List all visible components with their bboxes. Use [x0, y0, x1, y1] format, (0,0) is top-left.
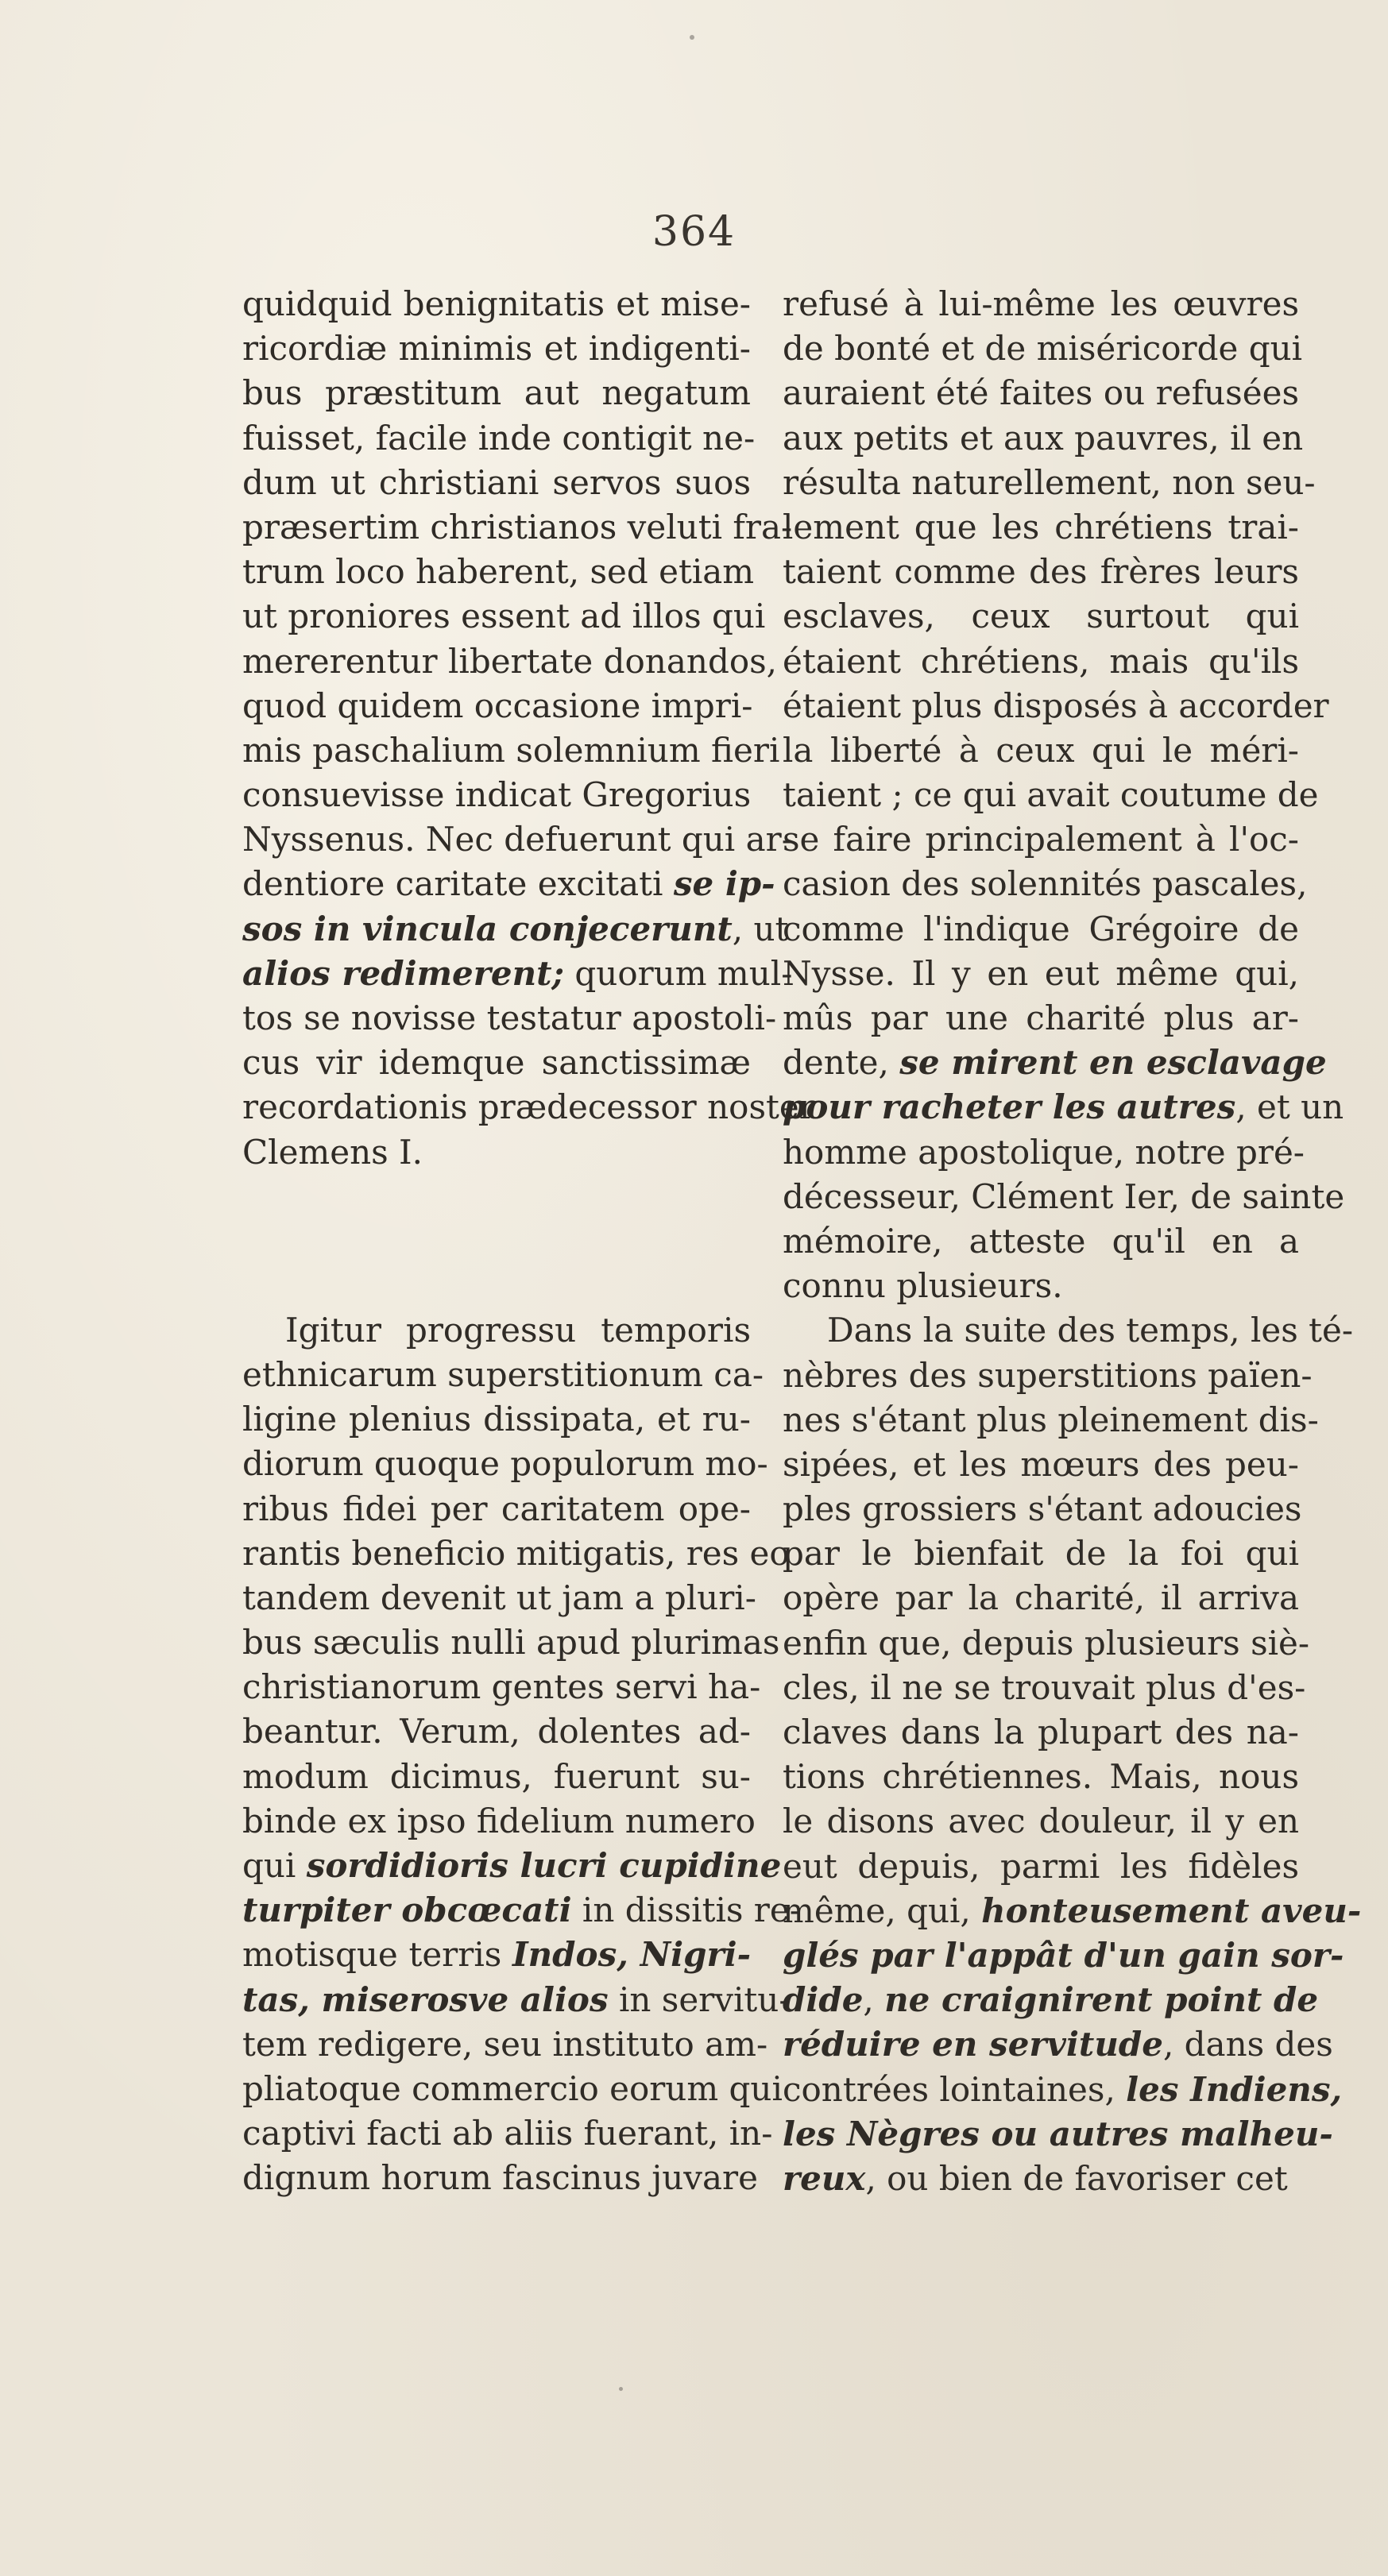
text-line: [242, 2022, 768, 2067]
text-line: [783, 1576, 1299, 1620]
line-segment: binde ex ipso fidelium numero: [242, 1801, 756, 1840]
emphasis-text: alios redimerent;: [242, 953, 565, 993]
text-line: [783, 326, 1303, 371]
line-segment: enfin que, depuis plusieurs siè-: [783, 1623, 1310, 1663]
line-segment: refusé à lui-même les œuvres: [783, 284, 1299, 323]
line-segment: in dissitis re-: [571, 1890, 801, 1930]
line-segment: ricordiæ minimis et indigenti-: [242, 329, 751, 369]
text-line: [783, 1755, 1299, 1799]
text-line: [783, 2157, 1299, 2201]
text-line: [783, 2022, 1333, 2067]
text-line: [783, 461, 1316, 505]
line-segment: recordationis prædecessor noster: [242, 1087, 815, 1127]
text-line: [783, 817, 1299, 862]
emphasis-text: reux: [783, 2158, 866, 2198]
text-line: [242, 684, 751, 728]
text-line: [783, 1398, 1319, 1442]
line-segment: christianorum gentes servi ha-: [242, 1667, 761, 1707]
line-segment: , ou bien de favoriser cet: [865, 2158, 1288, 2198]
line-segment: motisque terris: [242, 1935, 512, 1975]
french-column: [783, 282, 1362, 2201]
text-line: [242, 2156, 758, 2200]
text-line: [783, 639, 1299, 684]
emphasis-text: dide: [783, 1980, 864, 2020]
text-line: [242, 1397, 751, 1442]
line-segment: étaient plus disposés à accorder: [783, 686, 1329, 725]
line-segment: , et un: [1235, 1087, 1344, 1127]
line-segment: mererentur libertate donandos,: [242, 641, 778, 681]
text-line: [242, 416, 756, 461]
emphasis-text: les Nègres ou autres malheu-: [783, 2114, 1333, 2153]
text-line: [242, 1487, 751, 1531]
line-segment: , dans des: [1162, 2025, 1333, 2064]
text-line: [242, 461, 751, 505]
line-segment: qui: [242, 1846, 307, 1885]
text-line: [242, 773, 751, 817]
line-segment: même, qui,: [783, 1890, 982, 1930]
line-segment: tandem devenit ut jam a pluri-: [242, 1578, 756, 1617]
emphasis-text: se mirent en esclavage: [899, 1043, 1327, 1083]
text-line: [242, 1665, 761, 1709]
line-segment: ligine plenius dissipata, et ru-: [242, 1400, 751, 1439]
text-line: [783, 996, 1299, 1041]
text-line: [242, 996, 777, 1041]
line-segment: taient comme des frères leurs: [783, 552, 1299, 592]
line-segment: modum dicimus, fuerunt su-: [242, 1756, 751, 1796]
line-segment: esclaves, ceux surtout qui: [783, 597, 1299, 636]
line-segment: beantur. Verum, dolentes ad-: [242, 1712, 751, 1751]
text-line: [242, 1041, 751, 1085]
emphasis-text: réduire en servitude: [783, 2025, 1163, 2064]
text-line: [783, 862, 1308, 906]
line-segment: rantis beneficio mitigatis, res eo: [242, 1533, 790, 1573]
line-segment: claves dans la plupart des na-: [783, 1713, 1299, 1751]
emphasis-text: pour racheter les autres: [783, 1087, 1236, 1127]
text-line: [783, 1710, 1299, 1755]
line-segment: ,: [863, 1980, 885, 2020]
line-segment: Igitur progressu temporis: [285, 1310, 751, 1350]
line-segment: bus præstitum aut negatum: [242, 373, 751, 413]
text-line: [783, 282, 1299, 326]
line-segment: sipées, et les mœurs des peu-: [783, 1444, 1299, 1484]
line-segment: par le bienfait de la foi qui: [783, 1534, 1299, 1574]
text-line: [242, 1442, 768, 1486]
line-segment: aux petits et aux pauvres, il en: [783, 418, 1304, 458]
emphasis-text: les Indiens,: [1126, 2069, 1343, 2109]
emphasis-text: sos in vincula conjecerunt: [242, 909, 733, 948]
text-line: [242, 862, 775, 906]
text-line: [783, 728, 1299, 773]
emphasis-text: glés par l'appât d'un gain sor-: [783, 1935, 1344, 1975]
line-segment: in servitu-: [608, 1979, 791, 2019]
line-segment: nes s'étant plus pleinement dis-: [783, 1400, 1319, 1439]
text-line: [783, 773, 1319, 817]
text-line: [242, 1085, 815, 1130]
line-segment: de bonté et de miséricorde qui: [783, 329, 1303, 369]
text-line: [783, 1621, 1310, 1666]
line-segment: ribus fidei per caritatem ope-: [242, 1489, 751, 1528]
line-segment: captivi facti ab aliis fuerant, in-: [242, 2114, 773, 2153]
text-line: [783, 1889, 1362, 1933]
line-segment: tions chrétiennes. Mais, nous: [783, 1757, 1299, 1797]
text-line: [783, 1487, 1302, 1531]
line-segment: tos se novisse testatur apostoli-: [242, 998, 777, 1037]
line-segment: Nyssenus. Nec defuerunt qui ar-: [242, 820, 793, 859]
line-segment: le disons avec douleur, il y en: [783, 1802, 1299, 1841]
text-line: [783, 1666, 1306, 1710]
text-line: [242, 1620, 780, 1665]
text-line: [783, 1175, 1345, 1219]
text-line: [242, 550, 755, 594]
text-line: [242, 1576, 756, 1620]
text-line: [242, 817, 793, 862]
line-segment: tem redigere, seu instituto am-: [242, 2024, 768, 2064]
line-segment: nèbres des superstitions païen-: [783, 1355, 1313, 1395]
line-segment: taient ; ce qui avait coutume de: [783, 775, 1319, 815]
line-segment: mémoire, atteste qu'il en a: [783, 1221, 1299, 1261]
latin-column: [242, 282, 815, 2201]
text-line: [783, 1041, 1327, 1085]
text-line: [783, 1799, 1299, 1844]
line-segment: casion des solennités pascales,: [783, 864, 1308, 904]
text-line: [783, 2112, 1333, 2157]
line-segment: auraient été faites ou refusées: [783, 373, 1299, 413]
latin-paragraph-1: [242, 282, 815, 1175]
text-line: [242, 505, 793, 550]
text-line: [242, 639, 778, 684]
text-line: [783, 1085, 1344, 1130]
emphasis-text: tas, miserosve alios: [242, 1979, 609, 2019]
text-line: [783, 1442, 1299, 1487]
text-line: [242, 1844, 782, 1888]
text-line: [242, 1888, 801, 1933]
line-segment: pliatoque commercio eorum qui: [242, 2068, 783, 2108]
emphasis-text: honteusement aveu-: [981, 1890, 1362, 1930]
line-segment: contrées lointaines,: [783, 2069, 1127, 2109]
line-segment: quidquid benignitatis et mise-: [242, 284, 751, 323]
line-segment: la liberté à ceux qui le méri-: [783, 730, 1299, 770]
line-segment: opère par la charité, il arriva: [783, 1578, 1299, 1618]
line-segment: Dans la suite des temps, les té-: [827, 1311, 1354, 1350]
text-line: [783, 952, 1299, 996]
line-segment: cus vir idemque sanctissimæ: [242, 1043, 751, 1083]
line-segment: homme apostolique, notre pré-: [783, 1132, 1305, 1172]
text-line: [242, 326, 751, 371]
line-segment: comme l'indique Grégoire de: [783, 909, 1299, 948]
line-segment: mûs par une charité plus ar-: [783, 998, 1299, 1037]
emphasis-text: se ip-: [673, 864, 775, 904]
text-line: [242, 2067, 783, 2111]
text-line: [242, 371, 751, 415]
text-line: [783, 1264, 1299, 1308]
line-segment: Clemens I.: [242, 1132, 423, 1172]
text-line: [783, 1978, 1319, 2022]
line-segment: dentiore caritate excitati: [242, 864, 674, 904]
emphasis-text: ne craignirent point de: [884, 1980, 1319, 2020]
page-number: 364: [651, 208, 737, 256]
line-segment: dente,: [783, 1043, 900, 1083]
line-segment: ut proniores essent ad illos qui: [242, 597, 766, 636]
line-segment: bus sæculis nulli apud plurimas: [242, 1623, 780, 1663]
line-segment: lement que les chrétiens trai-: [783, 507, 1299, 546]
text-line: [783, 2068, 1343, 2112]
line-segment: ethnicarum superstitionum ca-: [242, 1354, 764, 1394]
text-line: [242, 1799, 756, 1844]
line-segment: quod quidem occasione impri-: [242, 686, 753, 725]
line-segment: dignum horum fascinus juvare: [242, 2158, 758, 2198]
text-line: [242, 282, 751, 326]
line-segment: diorum quoque populorum mo-: [242, 1444, 768, 1484]
line-segment: se faire principalement à l'oc-: [783, 820, 1299, 859]
text-line: [783, 1531, 1299, 1576]
line-segment: mis paschalium solemnium fieri: [242, 730, 780, 770]
text-line: [242, 1755, 751, 1799]
line-segment: cles, il ne se trouvait plus d'es-: [783, 1667, 1306, 1707]
line-segment: résulta naturellement, non seu-: [783, 462, 1316, 502]
text-line: [783, 1308, 1354, 1353]
line-segment: quorum mul-: [564, 953, 793, 993]
text-line: [242, 907, 789, 952]
line-segment: connu plusieurs.: [783, 1266, 1063, 1306]
text-line: [783, 371, 1299, 415]
text-line: [783, 684, 1329, 728]
latin-paragraph-2: [242, 1308, 801, 2201]
emphasis-text: sordidioris lucri cupidine: [306, 1846, 782, 1885]
french-paragraph-1: [783, 282, 1345, 1308]
french-paragraph-2: [783, 1308, 1362, 2201]
line-segment: ples grossiers s'étant adoucies: [783, 1489, 1302, 1529]
text-line: [783, 416, 1304, 461]
text-line: [242, 952, 793, 996]
line-segment: dum ut christiani servos suos: [242, 462, 751, 502]
paper-speck: [619, 2387, 623, 2391]
line-segment: étaient chrétiens, mais qu'ils: [783, 641, 1299, 681]
text-line: [242, 728, 780, 773]
line-segment: præsertim christianos veluti fra-: [242, 507, 793, 546]
line-segment: Nysse. Il y en eut même qui,: [783, 953, 1299, 993]
emphasis-text: Indos, Nigri-: [512, 1935, 752, 1975]
text-line: [783, 1933, 1344, 1978]
line-segment: trum loco haberent, sed etiam: [242, 552, 755, 592]
line-segment: consuevisse indicat Gregorius: [242, 775, 752, 815]
text-line: [242, 1933, 751, 1977]
text-line: [783, 907, 1299, 952]
line-segment: décesseur, Clément Ier, de sainte: [783, 1176, 1345, 1216]
text-line: [783, 1354, 1313, 1398]
text-line: [783, 594, 1299, 639]
text-line: [783, 1219, 1299, 1264]
text-line: [783, 1844, 1299, 1889]
line-segment: eut depuis, parmi les fidèles: [783, 1846, 1299, 1886]
text-line: [242, 2111, 773, 2156]
text-line: [242, 1353, 764, 1397]
text-line: [783, 1130, 1305, 1175]
text-line: [783, 550, 1299, 594]
text-line: [242, 1978, 791, 2022]
text-line: [783, 505, 1299, 550]
emphasis-text: turpiter obcœcati: [242, 1890, 572, 1930]
text-line: [242, 594, 766, 639]
paper-speck: [690, 35, 694, 40]
text-line: [242, 1308, 751, 1353]
text-line: [242, 1531, 790, 1576]
text-line: [242, 1709, 751, 1754]
line-segment: , ut: [732, 909, 789, 948]
line-segment: fuisset, facile inde contigit ne-: [242, 418, 756, 458]
text-line: [242, 1130, 751, 1175]
